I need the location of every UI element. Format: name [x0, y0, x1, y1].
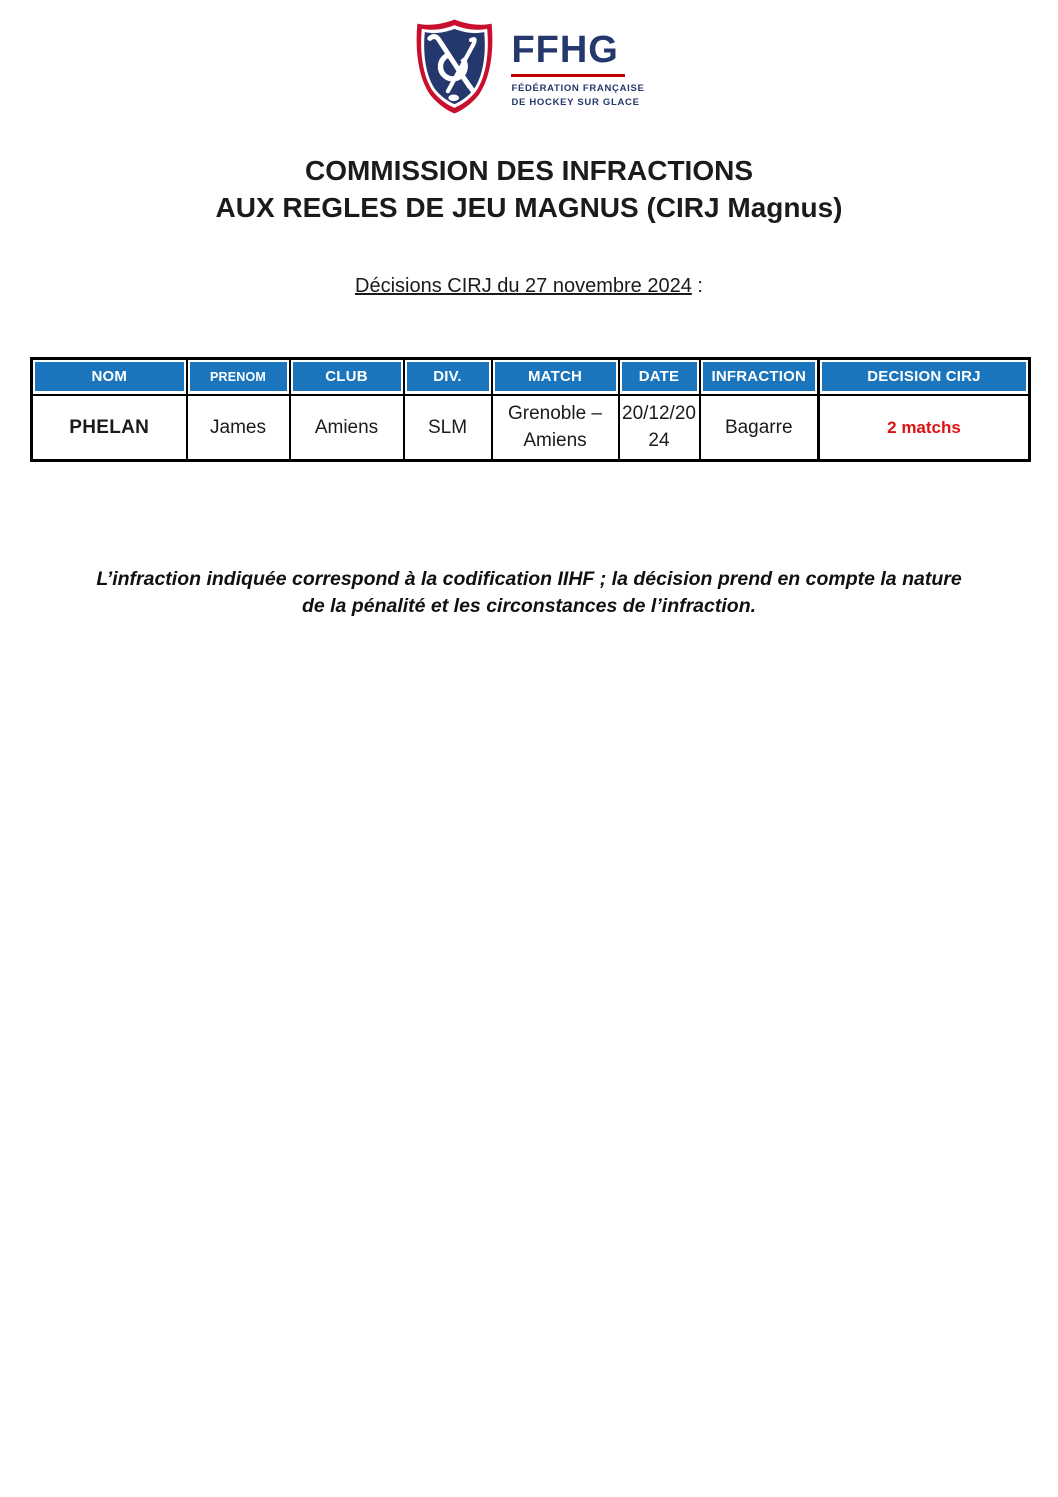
table-header-row [32, 359, 1030, 395]
cell-nom: PHELAN [32, 395, 187, 461]
ffhg-shield-icon [413, 17, 496, 116]
header-match: MATCH [492, 359, 619, 395]
header-date: DATE [619, 359, 700, 395]
document-title [0, 152, 1058, 226]
logo-red-rule [511, 74, 625, 77]
decisions-table-container [30, 357, 1058, 462]
ffhg-logo [0, 0, 1058, 108]
ffhg-wordmark [511, 17, 644, 110]
header-div: DIV. [404, 359, 492, 395]
decisions-table [30, 357, 1031, 462]
org-name-line1: FÉDÉRATION FRANÇAISE [511, 83, 645, 95]
cell-date: 20/12/2024 [619, 395, 700, 461]
cell-infraction: Bagarre [700, 395, 819, 461]
table-row [32, 395, 1030, 461]
document-title-line1: COMMISSION DES INFRACTIONS [304, 155, 753, 186]
subtitle-colon: : [691, 275, 703, 297]
org-name-line2: DE HOCKEY SUR GLACE [511, 96, 640, 108]
subtitle-underlined-text: Décisions CIRJ du 27 novembre 2024 [355, 275, 692, 297]
cell-club: Amiens [290, 395, 404, 461]
document-subtitle [0, 275, 1058, 298]
cell-match: Grenoble – Amiens [492, 395, 619, 461]
header-prenom: PRENOM [187, 359, 290, 395]
header-decision-cirj: DECISION CIRJ [819, 359, 1030, 395]
cell-division: SLM [404, 395, 492, 461]
document-title-line2: AUX REGLES DE JEU MAGNUS (CIRJ Magnus) [215, 192, 843, 223]
cell-decision-cirj: 2 matchs [819, 395, 1030, 461]
header-nom: NOM [32, 359, 187, 395]
cell-prenom: James [187, 395, 290, 461]
ffhg-acronym: FFHG [511, 29, 619, 71]
header-club: CLUB [290, 359, 404, 395]
header-infraction: INFRACTION [700, 359, 819, 395]
iihf-codification-note: L’infraction indiquée correspond à la codification IIHF ; la décision prend en compte la nature de la pénalité et les circonstances de l’infraction. [96, 568, 962, 617]
